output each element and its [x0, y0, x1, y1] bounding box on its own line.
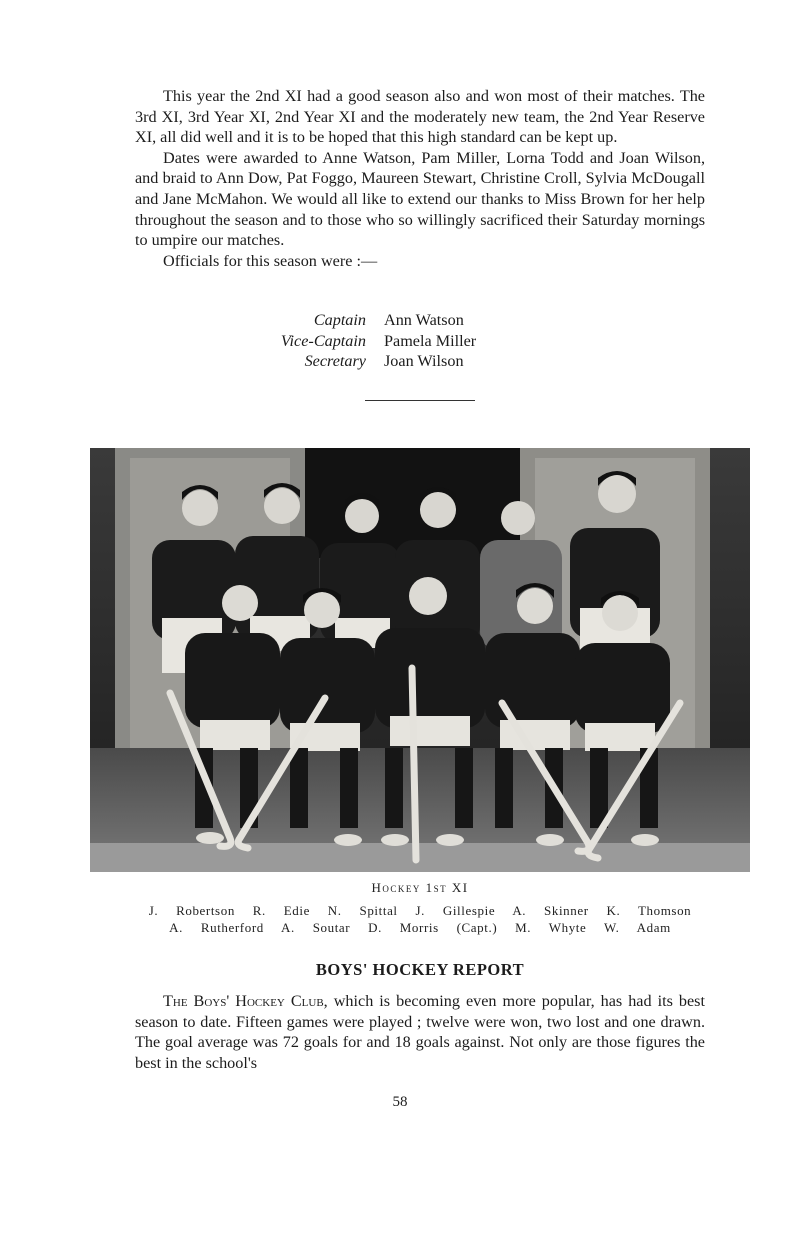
- official-row: [135, 331, 705, 352]
- official-role: Vice-Captain: [280, 331, 366, 350]
- paragraph-officials-intro: Officials for this season were :—: [163, 251, 378, 270]
- paragraph-second-xi: This year the 2nd XI had a good season also and won most of their matches. The 3rd XI, 3rd Year XI, 2nd Year XI and the moderately new team, the 2nd Year Reserve XI, all did well and it is to be hoped that this high standard can be kept up.: [135, 87, 705, 147]
- official-name: Joan Wilson: [384, 352, 464, 371]
- official-name: Ann Watson: [384, 311, 464, 329]
- girls-hockey-text: [135, 86, 705, 271]
- section-heading: BOYS' HOCKEY REPORT: [315, 960, 525, 979]
- photo-caption-back-row: J. Robertson R. Edie N. Spittal J. Gillespie A. Skinner K. Thomson: [148, 903, 692, 918]
- photo-caption-front-row: A. Rutherford A. Soutar D. Morris (Capt.) M. Whyte W. Adam: [169, 920, 671, 935]
- official-row: [135, 351, 705, 372]
- paragraph-awards: Dates were awarded to Anne Watson, Pam Miller, Lorna Todd and Joan Wilson, and braid to Ann Dow, Pat Foggo, Maureen Stewart, Christine Croll, Sylvia McDougall and Jane McMahon. We would all like to extend our thanks to Miss Brown for her help throughout the season and to those who so willingly sacrificed their Saturday mornings to umpire our matches.: [135, 148, 705, 250]
- section-divider: [365, 400, 475, 401]
- report-lead: The Boys' Hockey Club,: [163, 992, 328, 1010]
- officials-list: [135, 310, 705, 372]
- report-body: which is becoming even more popular, has had its best season to date. Fifteen games were played ; twelve were won, two lost and one drawn. The goal average was 72 goals for and 18 goals against. Not only are those figures the best in the school's: [135, 992, 705, 1072]
- photo-caption-title: Hockey 1st XI: [371, 880, 469, 895]
- boys-hockey-report: [135, 991, 705, 1073]
- official-row: [135, 310, 705, 331]
- team-photo-illustration: [90, 448, 750, 872]
- official-name: Pamela Miller: [384, 331, 477, 350]
- page-number: 58: [392, 1094, 408, 1110]
- official-role: Captain: [313, 311, 366, 329]
- official-role: Secretary: [304, 352, 366, 371]
- team-photo: [90, 448, 750, 872]
